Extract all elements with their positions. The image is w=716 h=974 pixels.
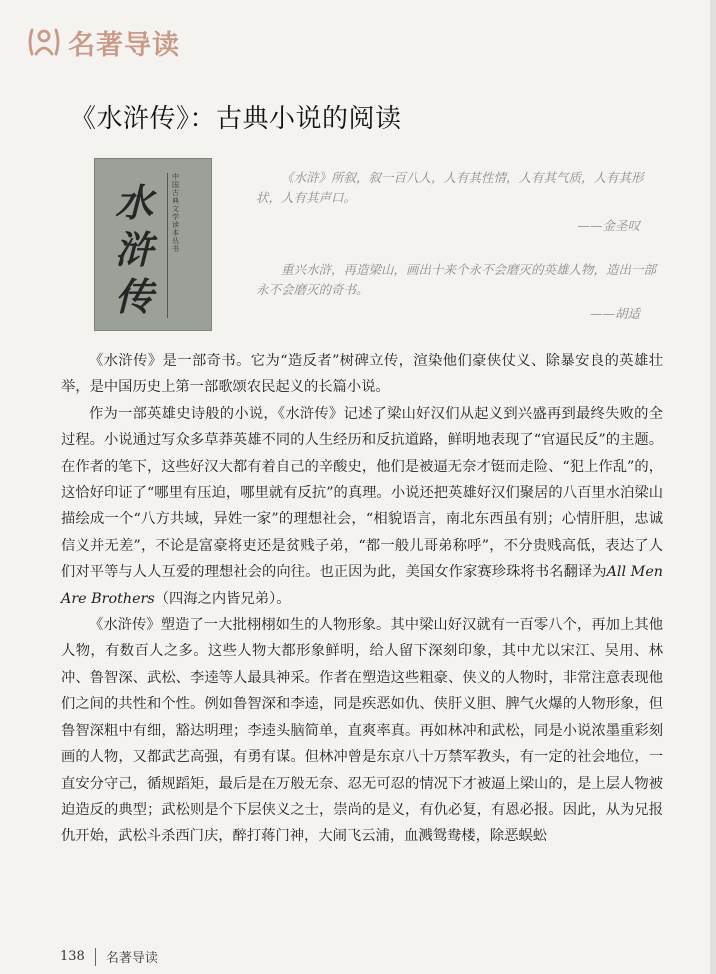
paragraph: 《水浒传》是一部奇书。它为“造反者”树碑立传，渲染他们豪侠仗义、除暴安良的英雄壮举，是中国历史上第一部歌颂农民起义的长篇小说。	[61, 353, 663, 396]
section-header	[26, 22, 180, 62]
quote-author: ——金圣叹	[577, 218, 640, 233]
cover-series-text: 中国古典文学读本丛书	[172, 173, 179, 253]
footer-divider	[95, 948, 96, 966]
page-title: 《水浒传》：古典小说的阅读	[70, 104, 402, 134]
cover-divider	[167, 173, 168, 318]
page-edge	[710, 0, 716, 974]
english-title: All Men Are Brothers	[61, 564, 663, 607]
page-number: 138	[60, 949, 85, 964]
quote-text: 《水浒》所叙，叙一百八人，人有其性情，人有其气质，人有其形状，人有其声口。	[256, 170, 644, 205]
page-footer	[60, 947, 158, 966]
body-text	[61, 348, 663, 850]
book-cover-image	[94, 158, 212, 331]
paragraph: 作为一部英雄史诗般的小说，《水浒传》记述了梁山好汉们从起义到兴盛再到最终失败的全过程。小说通过写众多草莽英雄不同的人生经历和反抗道路，鲜明地表现了“官逼民反”的主题。在作者的笔下，这些好汉大都有着自己的辛酸史，他们是被逼无奈才铤而走险、“犯上作乱”的，这恰好印证了“哪里有压迫，哪里就有反抗”的真理。小说还把英雄好汉们聚居的八百里水泊梁山描绘成一个“八方共域，异姓一家”的理想社会，“相貌语言，南北东西虽有别；心情肝胆，忠诚信义并无差”，不论是富豪将吏还是贫贱子弟，“都一般儿哥弟称呼”，不分贵贱高低，表达了人们对平等与人人互爱的理想社会的向往。也正因为此，美国女作家赛珍珠将书名翻译为All Men Are Brothers（四海之内皆兄弟）。	[61, 405, 663, 607]
cover-title-char: 传	[115, 274, 154, 319]
cover-title-char: 水	[115, 180, 154, 225]
paragraph: 《水浒传》塑造了一大批栩栩如生的人物形象。其中梁山好汉就有一百零八个，再加上其他人物，有数百人之多。这些人物大都形象鲜明，给人留下深刻印象，其中尤以宋江、吴用、林冲、鲁智深、武松、李逵等人最具神采。作者在塑造这些粗豪、侠义的人物时，非常注意表现他们之间的共性和个性。例如鲁智深和李逵，同是疾恶如仇、侠肝义胆、脾气火爆的人物形象，但鲁智深粗中有细，豁达明理；李逵头脑简单，直爽率真。再如林冲和武松，同是小说浓墨重彩刻画的人物，又都武艺高强，有勇有谋。但林冲曾是东京八十万禁军教头，有一定的社会地位，一直安分守己，循规蹈矩，最后是在万般无奈、忍无可忍的情况下才被逼上梁山的，是上层人物被迫造反的典型；武松则是个下层侠义之士，崇尚的是义，有仇必复，有恩必报。因此，从为兄报仇开始，武松斗杀西门庆，醉打蒋门神，大闹飞云浦，血溅鸳鸯楼，除恶蜈蚣	[61, 617, 663, 845]
quote-author: ——胡适	[589, 306, 640, 321]
footer-section: 名著导读	[105, 951, 158, 966]
cover-title-char: 浒	[115, 227, 154, 272]
read-book-icon	[26, 24, 62, 60]
quote-text: 重兴水浒，再造梁山，画出十来个永不会磨灭的英雄人物，造出一部永不会磨灭的奇书。	[256, 262, 657, 297]
cover-title	[115, 179, 163, 320]
section-label: 名著导读	[68, 29, 180, 61]
